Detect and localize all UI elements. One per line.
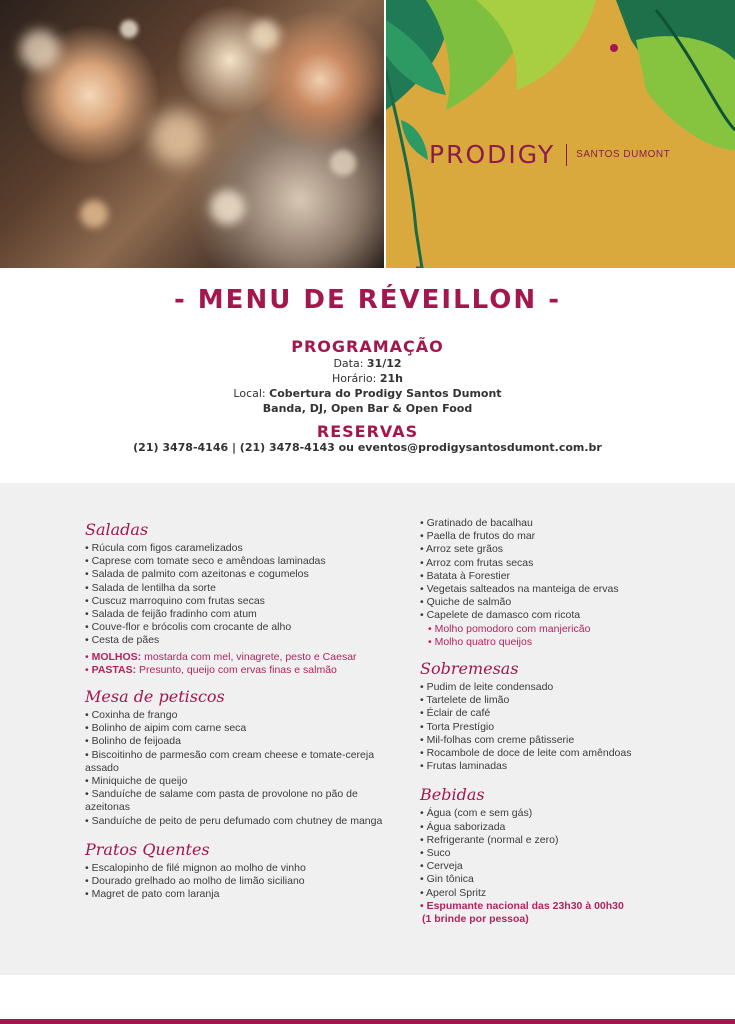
date-line: Data: 31/12 [333, 357, 402, 370]
list-item: • Salada de lentilha da sorte [85, 582, 405, 595]
list-item: • Gin tônica [420, 873, 660, 886]
list-item: • Rúcula com figos caramelizados [85, 542, 405, 555]
saladas-list [85, 542, 405, 648]
list-item: • Dourado grelhado ao molho de limão siciliano [85, 875, 405, 888]
list-item: • Éclair de café [420, 707, 660, 720]
list-item: • Sanduíche de peito de peru defumado com chutney de manga [85, 815, 405, 828]
page-title: - MENU DE RÉVEILLON - [173, 285, 562, 315]
pratos-quentes-heading: Pratos Quentes [85, 839, 210, 859]
programacao-details [0, 356, 735, 416]
location-line: Local: Cobertura do Prodigy Santos Dumont [233, 387, 502, 400]
programacao-heading: PROGRAMAÇÃO [291, 337, 444, 356]
list-item: • Biscoitinho de parmesão com cream cheese e tomate-cereja assado [85, 749, 405, 775]
pratos-quentes-list-part2 [420, 517, 660, 623]
list-item: • Caprese com tomate seco e amêndoas laminadas [85, 555, 405, 568]
menu-left-column [85, 520, 405, 901]
list-item: • Salada de palmito com azeitonas e cogumelos [85, 568, 405, 581]
list-item: • Sanduíche de salame com pasta de provolone no pão de azeitonas [85, 788, 405, 814]
petiscos-list [85, 709, 405, 828]
list-item: • Tartelete de limão [420, 694, 660, 707]
brand-divider [566, 144, 567, 166]
list-item: • Rocambole de doce de leite com amêndoas [420, 747, 660, 760]
list-item: • Magret de pato com laranja [85, 888, 405, 901]
reservas-contact: (21) 3478-4146 | (21) 3478-4143 ou eventos@prodigysantosdumont.com.br [133, 441, 602, 454]
bebidas-heading: Bebidas [420, 785, 485, 805]
list-item: • Cuscuz marroquino com frutas secas [85, 595, 405, 608]
list-item: • Refrigerante (normal e zero) [420, 834, 660, 847]
list-item: • Couve-flor e brócolis com crocante de alho [85, 621, 405, 634]
list-item: • Miniquiche de queijo [85, 775, 405, 788]
reservas-heading: RESERVAS [316, 422, 419, 441]
pratos-quentes-list-part1 [85, 862, 405, 902]
list-item: • Bolinho de feijoada [85, 735, 405, 748]
hero-banner [0, 0, 735, 268]
list-item: • Bolinho de aipim com carne seca [85, 722, 405, 735]
list-item: • Cerveja [420, 860, 660, 873]
list-item: • Molho pomodoro com manjericão [420, 623, 660, 636]
bebidas-list [420, 807, 660, 899]
list-item: • Capelete de damasco com ricota [420, 609, 660, 622]
list-item: • Torta Prestígio [420, 721, 660, 734]
bottom-accent-bar [0, 1019, 735, 1024]
list-item: • Aperol Spritz [420, 887, 660, 900]
capelete-molhos-list [420, 623, 660, 649]
time-line: Horário: 21h [332, 372, 403, 385]
list-item: • Arroz sete grãos [420, 543, 660, 556]
pastas-line: • PASTAS: Presunto, queijo com ervas finas e salmão [85, 664, 405, 677]
list-item: • Molho quatro queijos [420, 636, 660, 649]
list-item: • Mil-folhas com creme pâtisserie [420, 734, 660, 747]
sobremesas-heading: Sobremesas [420, 659, 519, 679]
prodigy-logo [429, 140, 670, 169]
celebration-photo [0, 0, 384, 268]
brand-name: PRODIGY [429, 140, 556, 169]
list-item: • Salada de feijão fradinho com atum [85, 608, 405, 621]
list-item: • Coxinha de frango [85, 709, 405, 722]
attractions-line: Banda, DJ, Open Bar & Open Food [262, 402, 473, 415]
espumante-note: (1 brinde por pessoa) [422, 913, 529, 926]
saladas-heading: Saladas [85, 520, 149, 539]
list-item: • Cesta de pães [85, 634, 405, 647]
list-item: • Vegetais salteados na manteiga de ervas [420, 583, 660, 596]
sobremesas-list [420, 681, 660, 773]
list-item: • Gratinado de bacalhau [420, 517, 660, 530]
petiscos-heading: Mesa de petiscos [85, 687, 225, 707]
list-item: • Escalopinho de filé mignon ao molho de vinho [85, 862, 405, 875]
molhos-line: • MOLHOS: mostarda com mel, vinagrete, pesto e Caesar [85, 651, 405, 664]
leaf-illustration [386, 0, 735, 268]
menu-right-column [420, 517, 660, 926]
list-item: • Quiche de salmão [420, 596, 660, 609]
espumante-offer [420, 900, 660, 913]
list-item: • Pudim de leite condensado [420, 681, 660, 694]
list-item: • Batata à Forestier [420, 570, 660, 583]
list-item: • Arroz com frutas secas [420, 557, 660, 570]
list-item: • Espumante nacional das 23h30 à 00h30 [420, 900, 660, 913]
saladas-extras [85, 651, 405, 677]
list-item: • Água saborizada [420, 821, 660, 834]
list-item: • Paella de frutos do mar [420, 530, 660, 543]
list-item: • Água (com e sem gás) [420, 807, 660, 820]
brand-location: SANTOS DUMONT [576, 149, 671, 160]
tropical-leaves-artwork [386, 0, 735, 268]
list-item: • Suco [420, 847, 660, 860]
list-item: • Frutas laminadas [420, 760, 660, 773]
